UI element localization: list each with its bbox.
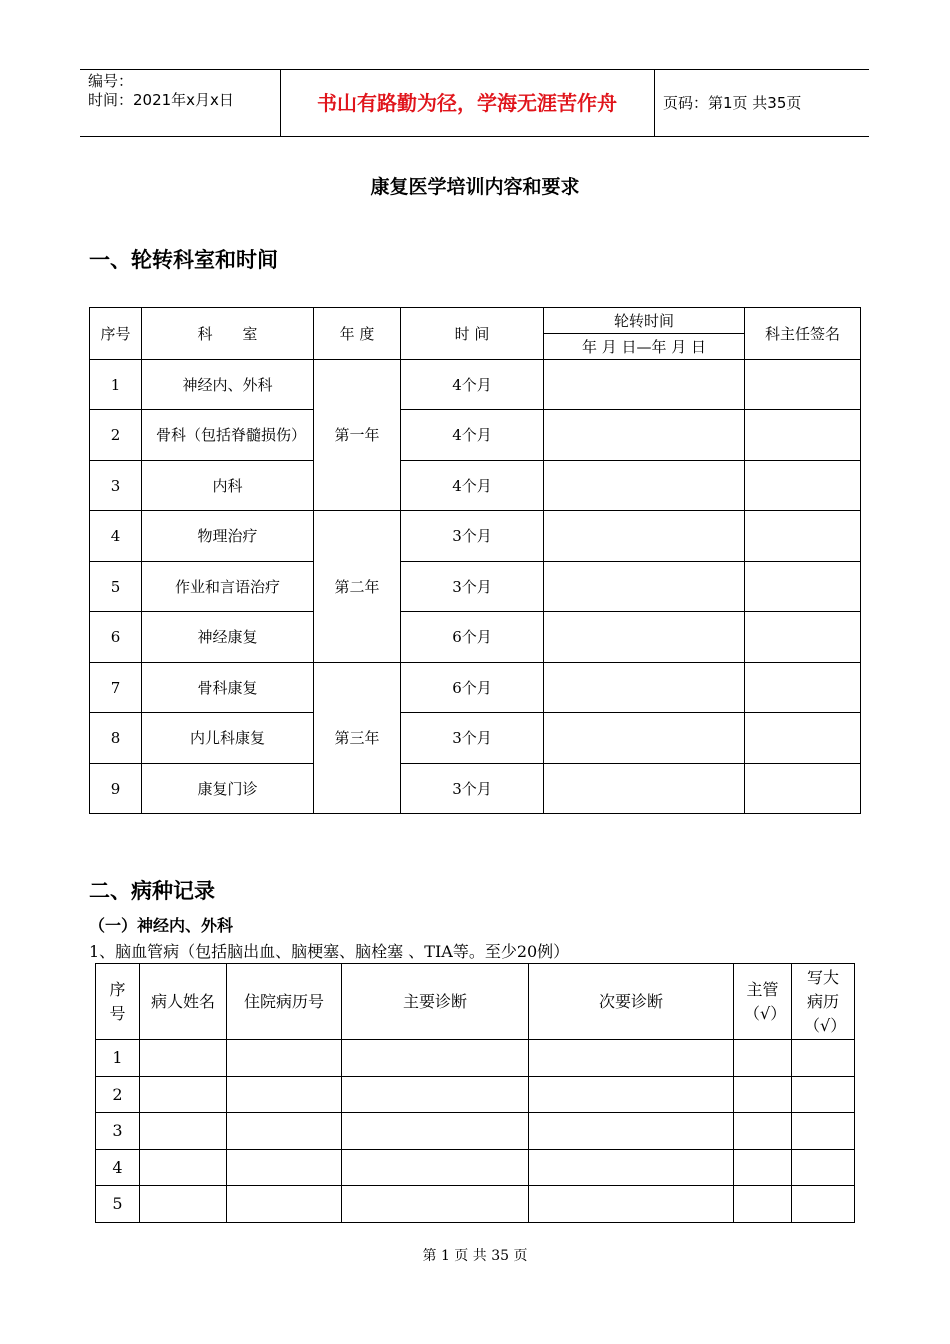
row-no: 3 [90,461,142,511]
row-time: 3个月 [401,764,544,814]
table-row [96,1113,855,1150]
in-charge-check-cell[interactable] [734,1077,792,1113]
in-charge-check-cell[interactable] [734,1150,792,1186]
signature-cell[interactable] [745,410,861,461]
case-record-table [95,963,855,1223]
col-header-sign: 科主任签名 [745,308,861,360]
table-row [90,511,861,562]
signature-cell[interactable] [745,562,861,612]
row-no: 4 [96,1150,140,1186]
year-cell: 第二年 [314,511,401,663]
page-footer: 第 1 页 共 35 页 [422,1248,528,1264]
patient-name-cell[interactable] [140,1077,227,1113]
rotation-date-cell[interactable] [544,360,745,410]
record-number-cell[interactable] [227,1040,342,1077]
row-time: 6个月 [401,663,544,713]
header-divider-left [280,69,281,136]
row-no: 6 [90,612,142,663]
wrote-record-check-cell[interactable] [792,1077,855,1113]
secondary-diagnosis-cell[interactable] [529,1113,734,1150]
row-time: 3个月 [401,511,544,562]
row-no: 3 [96,1113,140,1150]
col-header-rotation-dates: 年 月 日—年 月 日 [544,334,745,360]
main-diagnosis-cell[interactable] [342,1077,529,1113]
row-dept: 神经康复 [142,612,314,663]
table-row [90,562,861,612]
row-dept: 骨科康复 [142,663,314,713]
main-diagnosis-cell[interactable] [342,1186,529,1223]
rotation-date-cell[interactable] [544,410,745,461]
col-header-year: 年 度 [314,308,401,360]
signature-cell[interactable] [745,461,861,511]
signature-cell[interactable] [745,764,861,814]
header-page-number: 页码：第1页 共35页 [663,94,802,112]
col-header-rotation: 轮转时间 [544,308,745,334]
col-header-no: 序号 [96,964,140,1040]
header-divider-right [654,69,655,136]
table-row [90,612,861,663]
secondary-diagnosis-cell[interactable] [529,1150,734,1186]
header-number: 编号： [88,72,134,90]
rotation-date-cell[interactable] [544,612,745,663]
row-no: 1 [90,360,142,410]
col-header-in-charge: 主管（√） [734,964,792,1040]
patient-name-cell[interactable] [140,1040,227,1077]
patient-name-cell[interactable] [140,1150,227,1186]
table-row [96,1040,855,1077]
row-dept: 骨科（包括脊髓损伤） [142,410,314,461]
section-2-heading: 二、病种记录 [89,879,215,903]
table-row [90,764,861,814]
row-dept: 内科 [142,461,314,511]
main-diagnosis-cell[interactable] [342,1040,529,1077]
row-no: 8 [90,713,142,764]
row-dept: 康复门诊 [142,764,314,814]
rotation-table [89,307,861,814]
record-number-cell[interactable] [227,1150,342,1186]
table-row [96,1150,855,1186]
year-cell: 第一年 [314,360,401,511]
year-cell: 第三年 [314,663,401,814]
rotation-date-cell[interactable] [544,713,745,764]
signature-cell[interactable] [745,612,861,663]
row-time: 3个月 [401,713,544,764]
patient-name-cell[interactable] [140,1186,227,1223]
signature-cell[interactable] [745,511,861,562]
rotation-date-cell[interactable] [544,663,745,713]
secondary-diagnosis-cell[interactable] [529,1040,734,1077]
table-row [96,1077,855,1113]
col-header-main-diagnosis: 主要诊断 [342,964,529,1040]
header-bottom-rule [80,136,869,137]
record-number-cell[interactable] [227,1186,342,1223]
table-row [90,713,861,764]
record-number-cell[interactable] [227,1077,342,1113]
rotation-date-cell[interactable] [544,764,745,814]
secondary-diagnosis-cell[interactable] [529,1186,734,1223]
col-header-secondary-diagnosis: 次要诊断 [529,964,734,1040]
rotation-date-cell[interactable] [544,461,745,511]
patient-name-cell[interactable] [140,1113,227,1150]
row-no: 9 [90,764,142,814]
col-header-dept: 科 室 [142,308,314,360]
col-header-record: 住院病历号 [227,964,342,1040]
rotation-date-cell[interactable] [544,511,745,562]
signature-cell[interactable] [745,663,861,713]
document-title: 康复医学培训内容和要求 [370,176,580,198]
item-heading: 1、脑血管病（包括脑出血、脑梗塞、脑栓塞 、TIA等。至少20例） [89,942,570,961]
section-1-heading: 一、轮转科室和时间 [89,248,278,272]
header-date: 时间：2021年x月x日 [88,91,234,109]
row-dept: 物理治疗 [142,511,314,562]
main-diagnosis-cell[interactable] [342,1113,529,1150]
row-dept: 神经内、外科 [142,360,314,410]
row-time: 4个月 [401,360,544,410]
row-time: 4个月 [401,461,544,511]
row-no: 2 [96,1077,140,1113]
row-no: 5 [96,1186,140,1223]
table-row [90,410,861,461]
wrote-record-check-cell[interactable] [792,1040,855,1077]
col-header-wrote-record: 写大病历（√） [792,964,855,1040]
wrote-record-check-cell[interactable] [792,1150,855,1186]
table-row [90,461,861,511]
col-header-name: 病人姓名 [140,964,227,1040]
header-top-rule [80,69,869,70]
col-header-no: 序号 [90,308,142,360]
in-charge-check-cell[interactable] [734,1040,792,1077]
subsection-heading: （一）神经内、外科 [89,916,234,935]
row-time: 4个月 [401,410,544,461]
row-time: 3个月 [401,562,544,612]
row-no: 5 [90,562,142,612]
row-no: 1 [96,1040,140,1077]
row-dept: 内儿科康复 [142,713,314,764]
signature-cell[interactable] [745,360,861,410]
rotation-date-cell[interactable] [544,562,745,612]
wrote-record-check-cell[interactable] [792,1186,855,1223]
header-motto: 书山有路勤为径，学海无涯苦作舟 [317,91,617,115]
table-row [90,360,861,410]
in-charge-check-cell[interactable] [734,1186,792,1223]
table-row [96,1186,855,1223]
main-diagnosis-cell[interactable] [342,1150,529,1186]
secondary-diagnosis-cell[interactable] [529,1077,734,1113]
row-no: 2 [90,410,142,461]
row-no: 4 [90,511,142,562]
record-number-cell[interactable] [227,1113,342,1150]
signature-cell[interactable] [745,713,861,764]
table-row [90,663,861,713]
row-time: 6个月 [401,612,544,663]
row-no: 7 [90,663,142,713]
col-header-time: 时 间 [401,308,544,360]
wrote-record-check-cell[interactable] [792,1113,855,1150]
row-dept: 作业和言语治疗 [142,562,314,612]
in-charge-check-cell[interactable] [734,1113,792,1150]
